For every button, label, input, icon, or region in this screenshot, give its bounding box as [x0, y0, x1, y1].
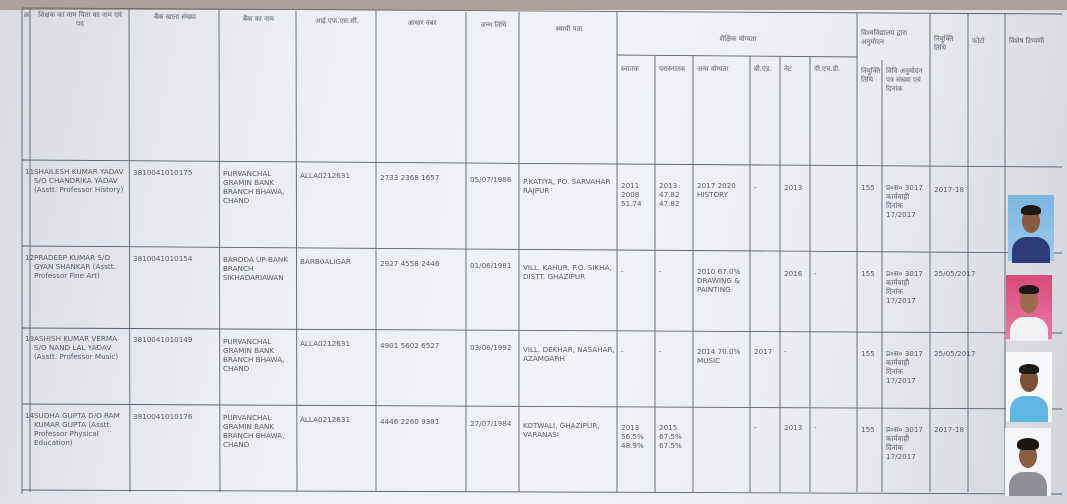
photo-row1: [1008, 195, 1054, 261]
header-joining-date: नियुक्ति तिथि: [934, 35, 954, 52]
row1-net: 2013: [784, 183, 803, 192]
row1-name: SHAILESH KUMAR YADAV S/O CHANDRIKA YADAV (Asstt. Professor History): [34, 167, 124, 194]
row3-joining: 155: [861, 349, 875, 358]
header-address: स्थायी पता: [555, 25, 583, 33]
row3-ba: -: [621, 347, 624, 356]
row4-ba: 2013 56.5% 48.9%: [621, 423, 644, 450]
row1-bank: PURVANCHAL GRAMIN BANK BRANCH BHAWA, CHAND: [223, 169, 285, 205]
header-joining: नियुक्ति तिथि: [861, 67, 881, 84]
row1-bed: -: [754, 183, 757, 192]
header-ma: परास्नातक: [659, 65, 686, 73]
row2-remark: 25/05/2017: [934, 269, 976, 278]
row3-other: 2014 70.0% MUSIC: [697, 347, 741, 365]
row4-sno: 14: [25, 411, 35, 420]
row1-ifsc: ALLA0212631: [300, 171, 351, 180]
row4-dob: 27/07/1984: [470, 419, 512, 428]
row1-approval: प्र०स० 3017 कार्यवाही दिनांक 17/2017: [886, 183, 923, 219]
row4-address: KOTWALI, GHAZIPUR, VARANASI: [523, 421, 600, 439]
header-bank: बैंक का नाम: [243, 15, 274, 23]
header-dob: जन्म तिथि: [480, 21, 507, 29]
header-exp: विश्वविद्यालय द्वारा अनुमोदन: [861, 29, 908, 46]
row2-approval: प्र०स० 3017 कार्यवाही दिनांक 17/2017: [886, 269, 923, 305]
row3-name: ASHISH KUMAR VERMA S/O NAND LAL YADAV (Asstt. Professor Music): [34, 334, 119, 361]
row2-other: 2010 67.0% DRAWING & PAINTING: [697, 267, 741, 294]
row2-sno: 12: [25, 253, 35, 262]
row2-dob: 01/06/1981: [470, 261, 512, 270]
row3-phd: -: [784, 347, 787, 356]
header-aadhaar: आधार नंबर: [407, 19, 437, 27]
row2-address: VILL. KAHUR, P.O. SIKHA, DISTT. GHAZIPUR: [523, 263, 612, 281]
row3-dob: 03/06/1992: [470, 343, 512, 352]
row2-phd: -: [814, 269, 817, 278]
row3-ma: -: [659, 347, 662, 356]
photo-row2: [1006, 275, 1052, 339]
header-name: शिक्षक का नाम पिता का नाम एवं पद: [38, 11, 122, 28]
photo-row4: [1005, 428, 1051, 496]
row2-account: 3810041010154: [133, 254, 193, 263]
row4-remark: 2017-18: [934, 425, 965, 434]
row2-name: PRADEEP KUMAR S/O GYAN SHANKAR (Asstt. Professor Fine Art): [34, 253, 116, 280]
row1-account: 3810041010175: [133, 168, 193, 177]
header-other: अन्य योग्यता: [697, 65, 729, 73]
row4-bed: -: [754, 423, 757, 432]
row3-ifsc: ALLA0212631: [300, 339, 351, 348]
row3-net: 2017: [754, 347, 773, 356]
header-approval: विवि अनुमोदन पत्र संख्या एवं दिनांक: [886, 67, 923, 93]
row1-other: 2017 2020 HISTORY: [697, 181, 736, 199]
row1-ba: 2011 2008 51.74: [621, 181, 642, 208]
row2-ba: -: [621, 267, 624, 276]
header-qualification: शैक्षिक योग्यता: [719, 35, 757, 43]
row4-joining: 155: [861, 425, 875, 434]
row2-ma: -: [659, 267, 662, 276]
header-net: नेट: [784, 65, 792, 73]
row3-approval: प्र०स० 3017 कार्यवाही दिनांक 17/2017: [886, 349, 923, 385]
row1-aadhaar: 2733 2368 1657: [380, 173, 440, 182]
row4-approval: प्र०स० 3017 कार्यवाही दिनांक 17/2017: [886, 425, 923, 461]
row3-sno: 13: [25, 334, 35, 343]
header-photo: फोटो: [972, 37, 985, 45]
header-ifsc: आई.एफ.एस.सी.: [315, 17, 359, 25]
header-account: बैंक खाता संख्या: [154, 13, 196, 21]
row4-net: 2013: [784, 423, 803, 432]
row3-remark: 25/05/2017: [934, 349, 976, 358]
row4-bank: PURVANCHAL GRAMIN BANK BRANCH BHAWA, CHAND: [223, 413, 285, 449]
row2-net: 2016: [784, 269, 803, 278]
row3-address: VILL. DEKHAR, NASAHAR, AZAMGARH: [523, 345, 615, 363]
row1-dob: 05/07/1986: [470, 175, 512, 184]
header-phd: पी.एच.डी.: [814, 65, 841, 73]
row4-ifsc: ALLA0212631: [300, 415, 351, 424]
row2-joining: 155: [861, 269, 875, 278]
row1-address: P.KATIYA, PO. SARVAHAR RAJPUR: [523, 177, 611, 195]
row1-remark: 2017-18: [934, 185, 965, 194]
row4-account: 3810041010176: [133, 412, 193, 421]
row3-bank: PURVANCHAL GRAMIN BANK BRANCH BHAWA, CHAND: [223, 337, 285, 373]
row1-joining: 155: [861, 183, 875, 192]
row4-name: SUDHA GUPTA D/O RAM KUMAR GUPTA (Asstt. Professor Physical Education): [34, 411, 120, 447]
header-ba: स्नातक: [621, 65, 639, 73]
row4-aadhaar: 4446 2260 9381: [380, 417, 440, 426]
row3-aadhaar: 4901 5602 6527: [380, 341, 440, 350]
row2-ifsc: BARB0ALIGAR: [300, 257, 351, 266]
header-remark: विशेष टिप्पणी: [1009, 37, 1045, 45]
row4-ma: 2015 67.5% 67.5%: [659, 423, 682, 450]
row2-aadhaar: 2927 4558 2446: [380, 259, 440, 268]
row4-phd: -: [814, 423, 817, 432]
row3-account: 3810041010149: [133, 335, 193, 344]
photo-row3: [1006, 352, 1052, 422]
header-sno: क्र.: [24, 11, 32, 19]
header-bed: बी.एड.: [754, 65, 772, 73]
row2-bank: BARODA UP BANK BRANCH SIKHADARIAWAN: [223, 255, 288, 282]
row1-ma: 2013 47.82 47.82: [659, 181, 680, 208]
row1-sno: 11: [25, 167, 35, 176]
